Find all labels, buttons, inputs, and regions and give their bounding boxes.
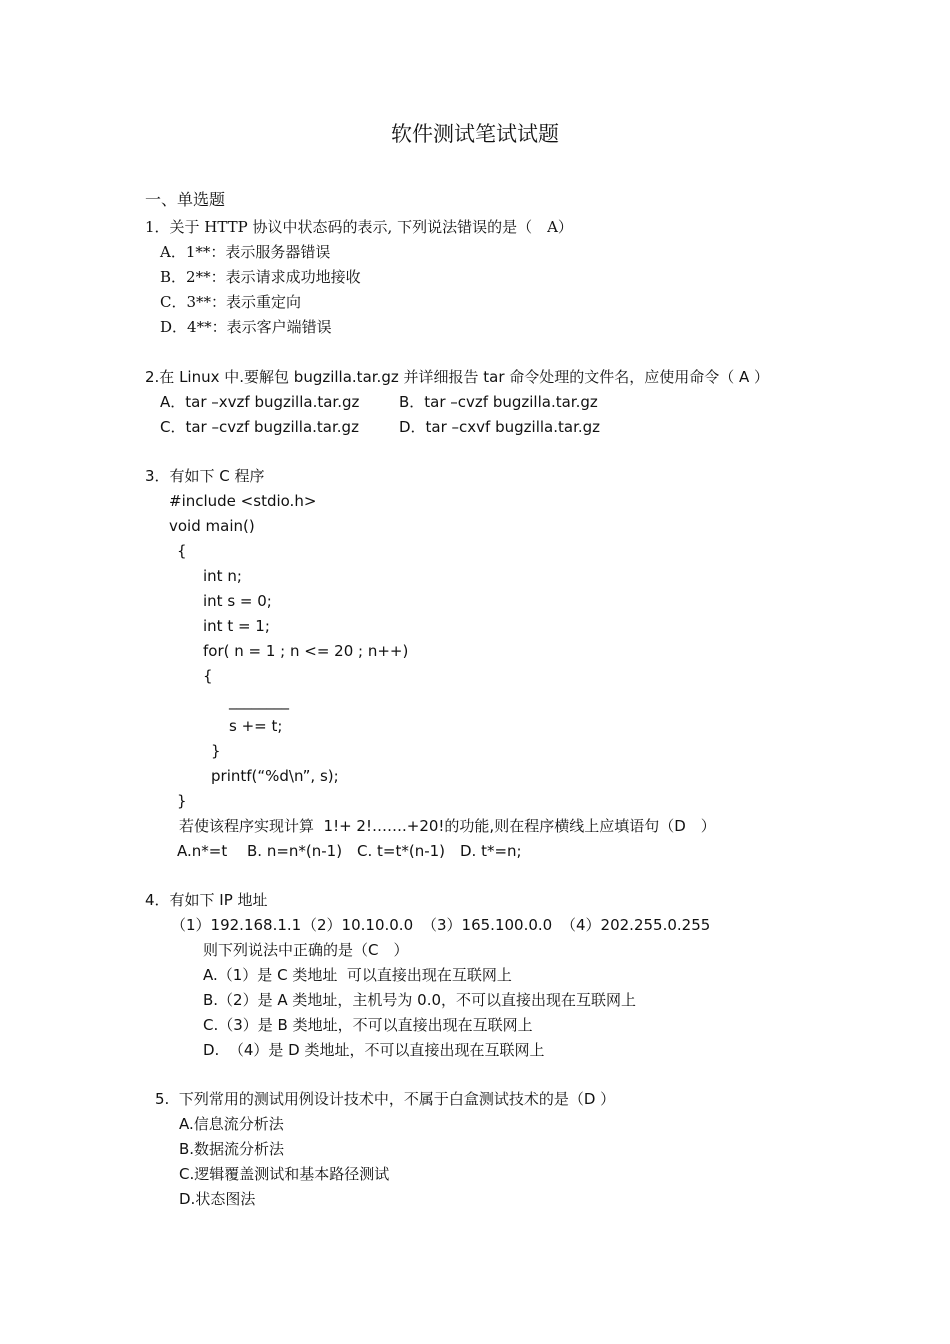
question-4-stem: 4．有如下 IP 地址 (145, 891, 268, 909)
question-5-option-a: A.信息流分析法 (179, 1115, 284, 1133)
code-line: int t = 1; (203, 617, 270, 635)
section-heading: 一、单选题 (145, 190, 226, 209)
question-2-stem: 2.在 Linux 中.要解包 bugzilla.tar.gz 并详细报告 tar 命令处理的文件名，应使用命令（ A ） (145, 368, 770, 386)
ip-address-4: （4）202.255.0.255 (561, 916, 711, 934)
question-3-stem: 3．有如下 C 程序 (145, 467, 265, 485)
code-line: int s = 0; (203, 592, 272, 610)
question-5-option-c: C.逻辑覆盖测试和基本路径测试 (179, 1165, 390, 1183)
question-4-option-d: D. （4）是 D 类地址，不可以直接出现在互联网上 (203, 1041, 545, 1059)
question-3-option-a: A.n*=t (177, 842, 228, 860)
code-line: { (203, 667, 213, 685)
code-line: printf(“%d\n”, s); (211, 767, 339, 785)
question-3-question: 若使该程序实现计算 1!+ 2!…….+20!的功能,则在程序横线上应填语句（D ） (179, 817, 716, 835)
question-1-option-d: D．4**：表示客户端错误 (160, 318, 332, 336)
question-2-option-c: C．tar –cvzf bugzilla.tar.gz (160, 418, 359, 436)
question-5-stem: 5. 下列常用的测试用例设计技术中，不属于白盒测试技术的是（D ） (155, 1090, 616, 1108)
ip-address-3: （3）165.100.0.0 (422, 916, 553, 934)
code-line: } (211, 742, 221, 760)
ip-address-1: （1）192.168.1.1 (171, 916, 302, 934)
question-3-option-d: D. t*=n; (460, 842, 522, 860)
code-line: } (177, 792, 187, 810)
question-4-question: 则下列说法中正确的是（C ） (203, 941, 409, 959)
question-3-option-b: B. n=n*(n-1) (247, 842, 343, 860)
ip-address-2: （2）10.10.0.0 (302, 916, 414, 934)
question-2-option-a: A．tar –xvzf bugzilla.tar.gz (160, 393, 360, 411)
code-line: void main() (169, 517, 255, 535)
question-1-option-b: B．2**：表示请求成功地接收 (160, 268, 361, 286)
code-line: s += t; (229, 717, 283, 735)
question-4-option-b: B.（2）是 A 类地址，主机号为 0.0，不可以直接出现在互联网上 (203, 991, 637, 1009)
question-5-option-b: B.数据流分析法 (179, 1140, 285, 1158)
question-2-option-d: D．tar –cxvf bugzilla.tar.gz (399, 418, 601, 436)
question-4-option-a: A.（1）是 C 类地址 可以直接出现在互联网上 (203, 966, 512, 984)
question-5-option-d: D.状态图法 (179, 1190, 256, 1208)
code-line: { (177, 542, 187, 560)
code-blank-line: ________ (229, 692, 289, 710)
question-3-option-c: C. t=t*(n-1) (357, 842, 446, 860)
question-4-option-c: C.（3）是 B 类地址，不可以直接出现在互联网上 (203, 1016, 533, 1034)
code-line: #include <stdio.h> (169, 492, 317, 510)
code-line: for( n = 1 ; n <= 20 ; n++) (203, 642, 409, 660)
question-1-stem: 1．关于 HTTP 协议中状态码的表示, 下列说法错误的是（ A） (145, 218, 573, 236)
question-1-option-a: A．1**：表示服务器错误 (160, 243, 331, 261)
page-title: 软件测试笔试试题 (391, 122, 559, 146)
code-line: int n; (203, 567, 242, 585)
question-1-option-c: C．3**：表示重定向 (160, 293, 302, 311)
question-2-option-b: B．tar –cvzf bugzilla.tar.gz (399, 393, 598, 411)
